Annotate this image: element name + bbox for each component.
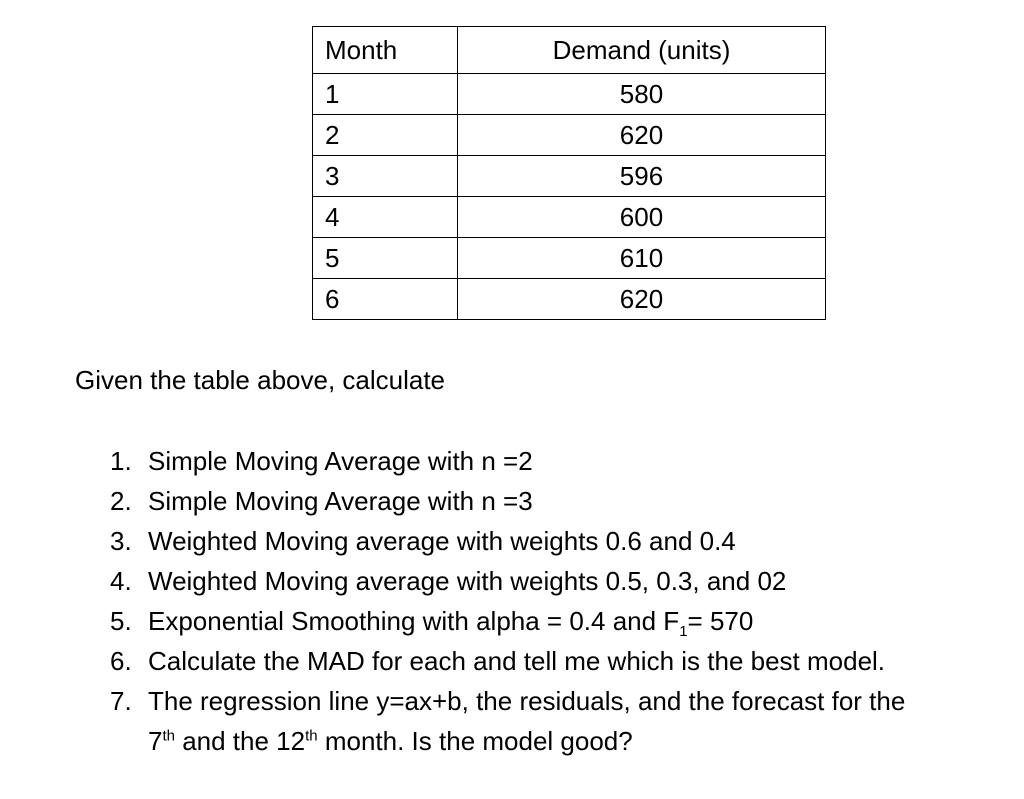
list-item	[110, 441, 1020, 481]
task-text	[148, 601, 1020, 641]
demand-header: Demand (units)	[458, 27, 826, 74]
task-text: Simple Moving Average with n =2	[148, 446, 533, 476]
table-row	[313, 74, 826, 115]
task-text: Simple Moving Average with n =3	[148, 486, 533, 516]
table-row	[313, 156, 826, 197]
list-number: 7.	[110, 686, 132, 716]
demand-cell: 596	[458, 156, 826, 197]
task-text: Weighted Moving average with weights 0.5, 0.3, and 02	[148, 566, 787, 596]
list-item	[110, 681, 1020, 761]
list-number: 2.	[110, 486, 132, 516]
demand-cell: 600	[458, 197, 826, 238]
list-item	[110, 641, 1020, 681]
month-cell: 4	[313, 197, 458, 238]
demand-table	[312, 26, 826, 320]
task-text-line2	[148, 721, 1020, 761]
intro-text: Given the table above, calculate	[75, 365, 446, 395]
list-number: 1.	[110, 446, 132, 476]
table-row	[313, 197, 826, 238]
table-row	[313, 115, 826, 156]
list-item	[110, 481, 1020, 521]
task-text-line1: The regression line y=ax+b, the residuals, and the forecast for the	[148, 686, 906, 716]
task-text-part: Exponential Smoothing with alpha = 0.4 and F	[148, 606, 680, 636]
list-number: 6.	[110, 646, 132, 676]
month-cell: 2	[313, 115, 458, 156]
demand-cell: 620	[458, 279, 826, 320]
month-cell: 1	[313, 74, 458, 115]
task-list	[110, 441, 1020, 761]
superscript: th	[305, 727, 318, 745]
month-cell: 5	[313, 238, 458, 279]
superscript: th	[162, 727, 175, 745]
task-text-part: and the 12	[174, 726, 306, 756]
subscript: 1	[679, 623, 688, 641]
task-text: Calculate the MAD for each and tell me which is the best model.	[148, 646, 886, 676]
month-cell: 3	[313, 156, 458, 197]
list-item	[110, 521, 1020, 561]
list-number: 5.	[110, 606, 132, 636]
month-cell: 6	[313, 279, 458, 320]
month-header: Month	[313, 27, 458, 74]
table-row	[313, 279, 826, 320]
list-item	[110, 601, 1020, 641]
list-number: 4.	[110, 566, 132, 596]
demand-cell: 620	[458, 115, 826, 156]
table-row	[313, 238, 826, 279]
demand-cell: 580	[458, 74, 826, 115]
task-text: Weighted Moving average with weights 0.6 and 0.4	[148, 526, 736, 556]
task-text	[148, 681, 1020, 761]
list-number: 3.	[110, 526, 132, 556]
list-item	[110, 561, 1020, 601]
task-text-part: month. Is the model good?	[317, 726, 633, 756]
demand-cell: 610	[458, 238, 826, 279]
table-header-row	[313, 27, 826, 74]
task-text-part: = 570	[687, 606, 754, 636]
task-text-part: 7	[148, 726, 163, 756]
